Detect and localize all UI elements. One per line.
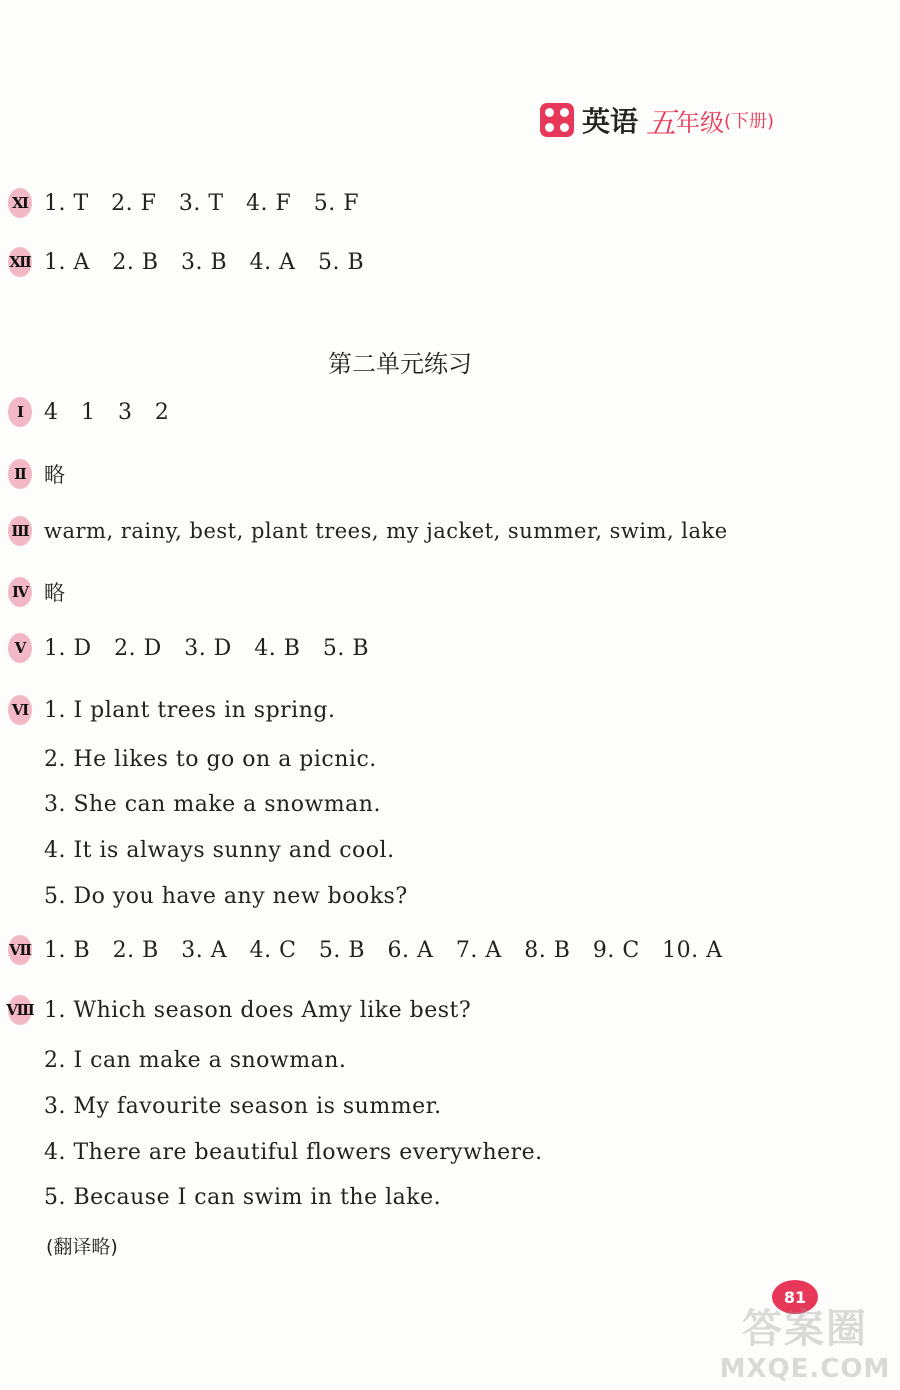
question-number-badge: Ⅱ	[8, 459, 32, 489]
question-number-badge: Ⅴ	[8, 633, 32, 663]
question-number-badge: Ⅵ	[8, 695, 32, 725]
answer-row-7	[8, 935, 723, 965]
answer-text: 1. B 2. B 3. A 4. C 5. B 6. A 7. A 8. B 9. C 10. A	[44, 937, 723, 963]
answer-line: 4. There are beautiful flowers everywhere.	[44, 1140, 543, 1165]
answer-row-1	[8, 397, 169, 427]
answer-line: 3. My favourite season is summer.	[44, 1094, 442, 1119]
question-number-badge: Ⅰ	[8, 397, 32, 427]
answer-line: 1. Which season does Amy like best?	[44, 997, 472, 1023]
answer-line: 3. She can make a snowman.	[44, 792, 381, 817]
answer-text: warm, rainy, best, plant trees, my jacket, summer, swim, lake	[44, 519, 728, 543]
answer-line: 2. He likes to go on a picnic.	[44, 747, 377, 772]
page-number: 81	[772, 1280, 818, 1314]
logo-icon	[540, 103, 574, 137]
answer-line: 4. It is always sunny and cool.	[44, 838, 395, 863]
answer-row-11	[8, 188, 359, 218]
header-grade: 年级	[676, 108, 725, 137]
answer-text: 1. D 2. D 3. D 4. B 5. B	[44, 635, 370, 661]
answer-text: 4 1 3 2	[44, 399, 170, 425]
answer-text: 1. T 2. F 3. T 4. F 5. F	[44, 190, 359, 216]
question-number-badge: Ⅲ	[8, 516, 32, 546]
section-title: 第二单元练习	[328, 350, 472, 378]
answer-row-12	[8, 247, 364, 277]
answer-line: 2. I can make a snowman.	[44, 1048, 347, 1073]
answer-line: 1. I plant trees in spring.	[44, 697, 336, 723]
answer-line: 5. Because I can swim in the lake.	[44, 1185, 442, 1210]
question-number-badge: Ⅷ	[8, 995, 32, 1025]
header-volume: (下册)	[724, 111, 775, 132]
answer-text: 略	[44, 581, 66, 605]
header-grade-number: 五	[646, 106, 677, 141]
question-number-badge: Ⅳ	[8, 577, 32, 607]
answer-row-3	[8, 516, 728, 546]
answer-line: 5. Do you have any new books?	[44, 884, 408, 909]
answer-row-4	[8, 577, 66, 607]
answer-text: 1. A 2. B 3. B 4. A 5. B	[44, 249, 365, 275]
question-number-badge: Ⅶ	[8, 935, 32, 965]
answer-text: 略	[44, 463, 66, 487]
question-number-badge: Ⅻ	[8, 247, 32, 277]
watermark-en: MXQE.COM	[719, 1353, 891, 1384]
answer-row-6	[8, 695, 335, 725]
page-header	[540, 100, 774, 140]
watermark	[715, 1295, 895, 1385]
question-number-badge: Ⅺ	[8, 188, 32, 218]
header-subject: 英语	[582, 105, 639, 138]
translation-note: (翻译略)	[46, 1236, 118, 1258]
answer-row-5	[8, 633, 369, 663]
watermark-cn: 答案圈	[742, 1305, 868, 1352]
answer-row-2	[8, 459, 66, 489]
answer-row-8	[8, 995, 471, 1025]
